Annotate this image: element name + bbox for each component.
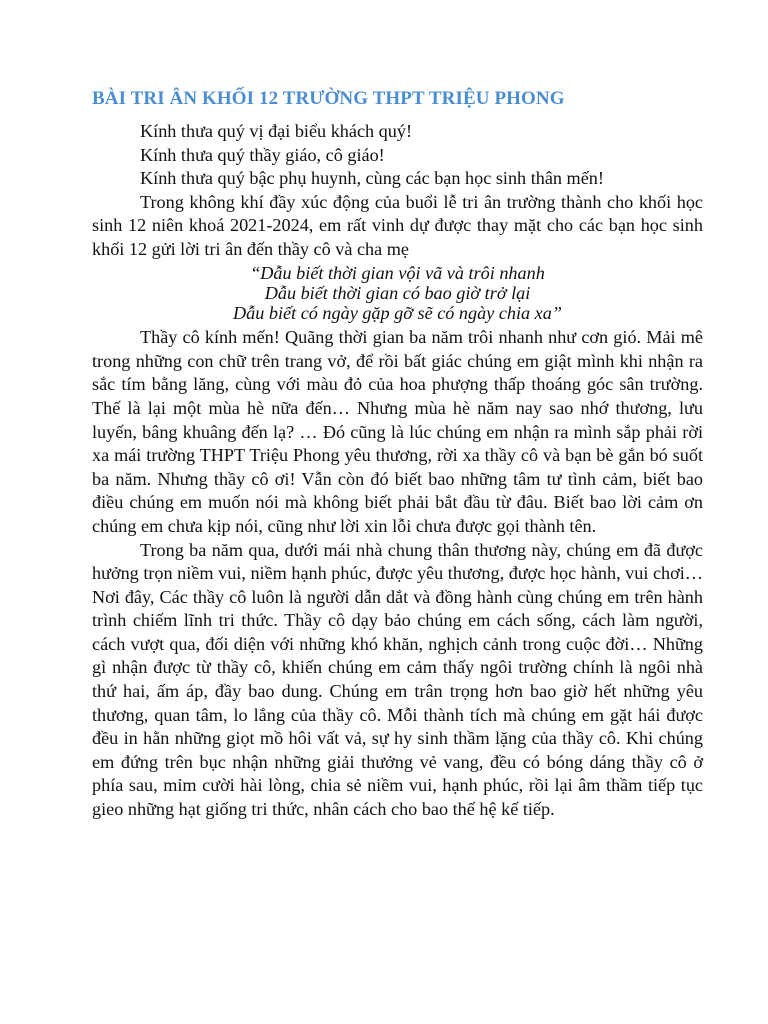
poem-line-2: Dẫu biết thời gian có bao giờ trở lại: [264, 282, 531, 303]
poem-block: [92, 263, 703, 324]
body-paragraph-1: Thầy cô kính mến! Quãng thời gian ba năm trôi nhanh như cơn gió. Mải mê trong những con chữ trên trang vở, để rồi bất giác chúng em giật mình khi nhận ra sắc tím bằng lăng, cùng với màu đỏ của hoa phượng thấp thoáng góc sân trường. Thế là lại một mùa hè nữa đến… Nhưng mùa hè năm nay sao nhớ thương, lưu luyến, bâng khuâng đến lạ? … Đó cũng là lúc chúng em nhận ra mình sắp phải rời xa mái trường THPT Triệu Phong yêu thương, rời xa thầy cô và bạn bè gắn bó suốt ba năm. Nhưng thầy cô ơi! Vẫn còn đó biết bao những tâm tư tình cảm, biết bao điều chúng em muốn nói mà không biết phải bắt đầu từ đâu. Biết bao lời cảm ơn chúng em chưa kịp nói, cũng như lời xin lỗi chưa được gọi thành tên.: [92, 327, 703, 536]
greeting-line-3: Kính thưa quý bậc phụ huynh, cùng các bạn học sinh thân mến!: [140, 168, 604, 189]
poem-line-1: “Dẫu biết thời gian vội vã và trôi nhanh: [250, 262, 545, 283]
intro-paragraph: Trong không khí đầy xúc động của buổi lễ tri ân trường thành cho khối học sinh 12 niên khoá 2021-2024, em rất vinh dự được thay mặt cho các bạn học sinh khối 12 gửi lời tri ân đến thầy cô và cha mẹ: [92, 191, 703, 259]
greeting-line-1: Kính thưa quý vị đại biểu khách quý!: [140, 121, 413, 141]
greeting-line-2: Kính thưa quý thầy giáo, cô giáo!: [140, 144, 385, 165]
document-title: BÀI TRI ÂN KHỐI 12 TRƯỜNG THPT TRIỆU PHONG: [92, 88, 565, 109]
poem-line-3: Dẫu biết có ngày gặp gỡ sẽ có ngày chia xa”: [233, 302, 562, 323]
document-page: [92, 88, 703, 822]
body-paragraph-2: Trong ba năm qua, dưới mái nhà chung thân thương này, chúng em đã được hưởng trọn niềm vui, niềm hạnh phúc, được yêu thương, được học hành, vui chơi…Nơi đây, Các thầy cô luôn là người dẫn dắt và đồng hành cùng chúng em trên hành trình chiếm lĩnh tri thức. Thầy cô dạy bảo chúng em cách sống, cách làm người, cách vượt qua, đối diện với những khó khăn, nghịch cảnh trong cuộc đời… Những gì nhận được từ thầy cô, khiến chúng em cảm thấy ngôi trường chính là ngôi nhà thứ hai, ấm áp, đầy bao dung. Chúng em trân trọng hơn bao giờ hết những yêu thương, quan tâm, lo lắng của thầy cô. Mỗi thành tích mà chúng em gặt hái được đều in hằn những giọt mồ hôi vất vả, sự hy sinh thầm lặng của thầy cô. Khi chúng em đứng trên bục nhận những giải thưởng vẻ vang, đều có bóng dáng thầy cô ở phía sau, mỉm cười hài lòng, chia sẻ niềm vui, hạnh phúc, rồi lại âm thầm tiếp tục gieo những hạt giống tri thức, nhân cách cho bao thế hệ kế tiếp.: [92, 539, 703, 820]
